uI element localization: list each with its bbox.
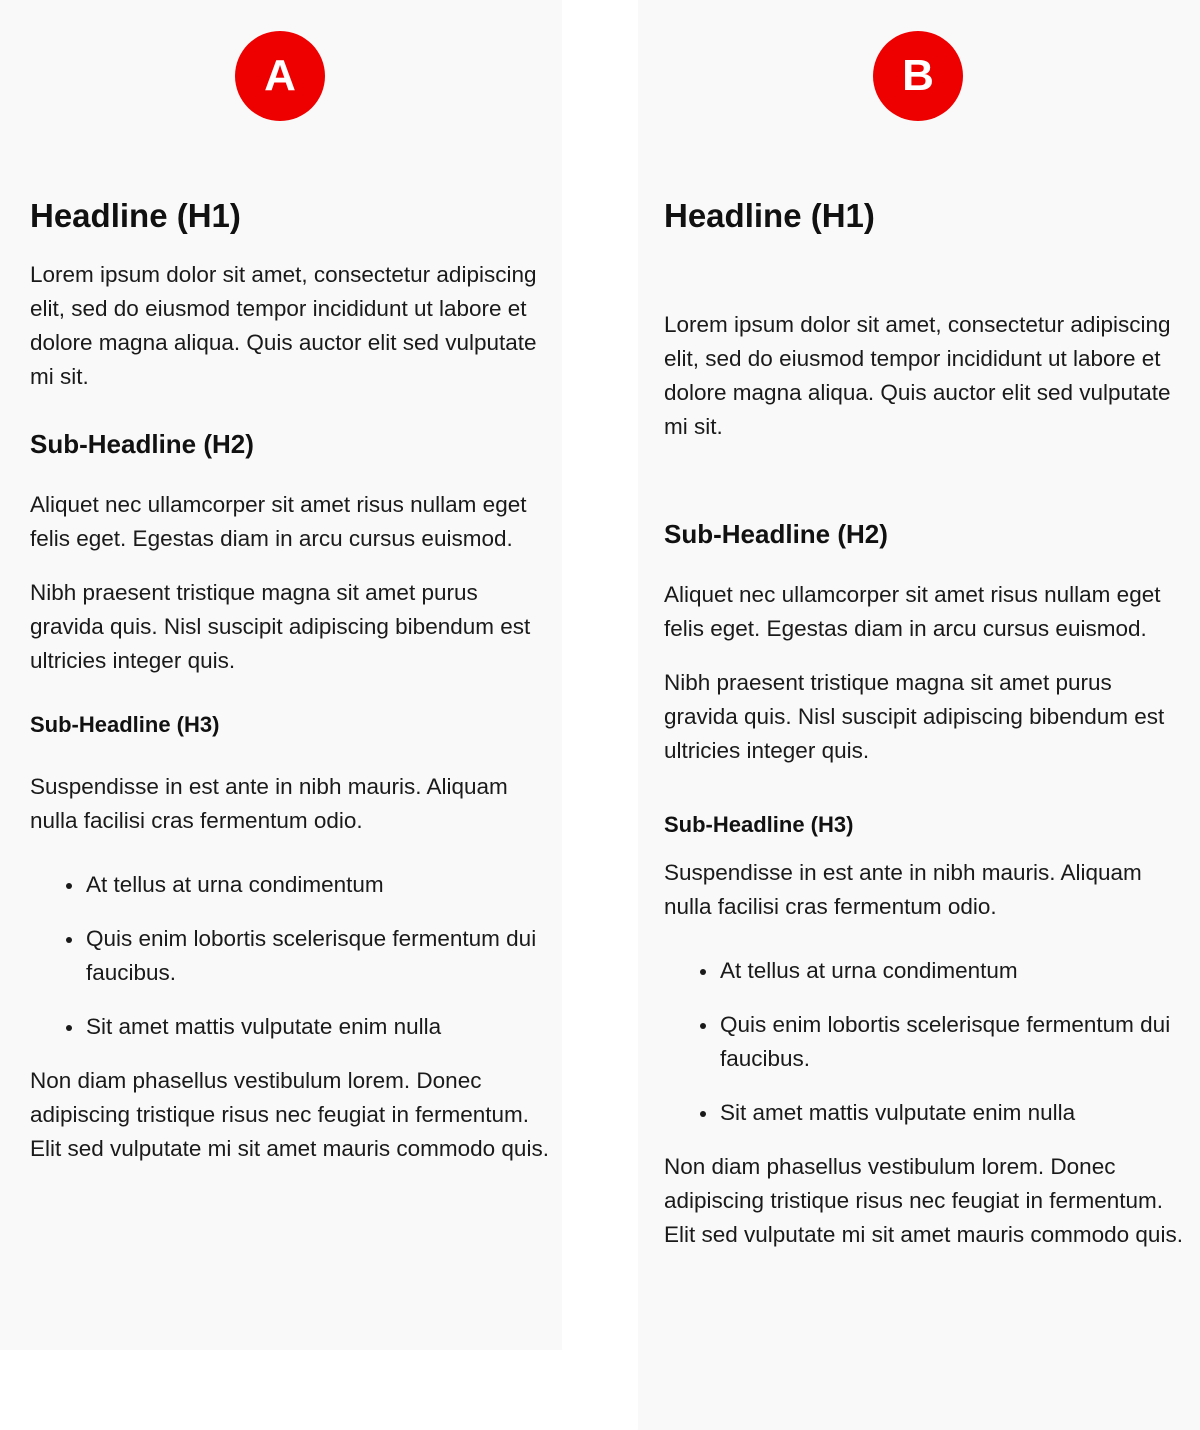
variant-a-content <box>30 190 550 1166</box>
list-item: Sit amet mattis vulputate enim nulla <box>720 1096 1184 1130</box>
sub-headline-h3: Sub-Headline (H3) <box>30 712 220 737</box>
paragraph-intro: Lorem ipsum dolor sit amet, consectetur adipiscing elit, sed do eiusmod tempor incididunt ut labore et dolore magna aliqua. Quis auctor elit sed vulputate mi sit. <box>664 312 1171 439</box>
list-item: Quis enim lobortis scelerisque fermentum dui faucibus. <box>86 922 550 990</box>
list-item: Quis enim lobortis scelerisque fermentum dui faucibus. <box>720 1008 1184 1076</box>
variant-b-panel <box>638 0 1200 1430</box>
sub-headline-h2: Sub-Headline (H2) <box>664 519 888 549</box>
sub-headline-h2: Sub-Headline (H2) <box>30 429 254 459</box>
bullet-list <box>30 868 550 1044</box>
paragraph-nibh: Nibh praesent tristique magna sit amet purus gravida quis. Nisl suscipit adipiscing bibendum est ultricies integer quis. <box>664 670 1165 763</box>
paragraph-closing: Non diam phasellus vestibulum lorem. Donec adipiscing tristique risus nec feugiat in fermentum. Elit sed vulputate mi sit amet mauris commodo quis. <box>664 1154 1183 1247</box>
headline-h1: Headline (H1) <box>664 197 875 234</box>
list-item: At tellus at urna condimentum <box>720 954 1184 988</box>
paragraph-nibh: Nibh praesent tristique magna sit amet purus gravida quis. Nisl suscipit adipiscing bibendum est ultricies integer quis. <box>30 580 531 673</box>
paragraph-suspendisse: Suspendisse in est ante in nibh mauris. Aliquam nulla facilisi cras fermentum odio. <box>30 774 508 833</box>
paragraph-closing: Non diam phasellus vestibulum lorem. Donec adipiscing tristique risus nec feugiat in fermentum. Elit sed vulputate mi sit amet mauris commodo quis. <box>30 1068 549 1161</box>
bullet-list <box>664 954 1184 1130</box>
paragraph-suspendisse: Suspendisse in est ante in nibh mauris. Aliquam nulla facilisi cras fermentum odio. <box>664 860 1142 919</box>
paragraph-intro: Lorem ipsum dolor sit amet, consectetur adipiscing elit, sed do eiusmod tempor incididunt ut labore et dolore magna aliqua. Quis auctor elit sed vulputate mi sit. <box>30 262 537 389</box>
variant-b-content <box>664 190 1184 1252</box>
sub-headline-h3: Sub-Headline (H3) <box>664 812 854 837</box>
paragraph-aliquet: Aliquet nec ullamcorper sit amet risus nullam eget felis eget. Egestas diam in arcu cursus euismod. <box>664 582 1161 641</box>
list-item: Sit amet mattis vulputate enim nulla <box>86 1010 550 1044</box>
variant-a-badge: A <box>235 31 325 121</box>
variant-b-badge: B <box>873 31 963 121</box>
list-item: At tellus at urna condimentum <box>86 868 550 902</box>
headline-h1: Headline (H1) <box>30 197 241 234</box>
paragraph-aliquet: Aliquet nec ullamcorper sit amet risus nullam eget felis eget. Egestas diam in arcu cursus euismod. <box>30 492 527 551</box>
variant-a-panel <box>0 0 562 1350</box>
